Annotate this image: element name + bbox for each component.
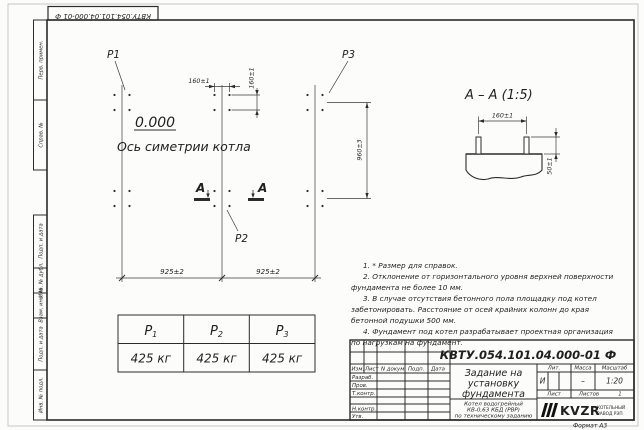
kvzr-logo-text: KVZR: [560, 403, 601, 418]
tb-subtitle-line-3: по техническому заданию: [454, 413, 533, 420]
load-point-label-p1: P1: [107, 49, 121, 61]
note-2: 2. Отклонение от горизонтального уровня верхней поверхности фундамента не более 10 мм.: [351, 271, 614, 292]
tb-lit-header: Лит.: [547, 365, 561, 372]
tb-scale-header: Масштаб: [601, 365, 628, 372]
doc-number-top-text: КВТУ.054.101.04.000-01 Ф: [55, 12, 151, 20]
dim-160-vertical: [232, 88, 261, 118]
tb-col-izm: Изм.: [351, 366, 365, 373]
loads-table-value-p1: 425 кг: [130, 351, 171, 366]
tb-scale-value: 1:20: [606, 376, 623, 386]
load-point-label-p2: P2: [235, 233, 249, 245]
dim-160-vertical-label: 160±1: [248, 67, 256, 89]
kvzr-caption-line-2: ЗАВОД РЭП: [597, 412, 623, 417]
note-3: 3. В случае отсутствия бетонного пола площадку под котел забетонировать. Расстояние от осей крайних колонн до края бетонной подушки 500 мм.: [351, 293, 597, 325]
loads-table-header-p2: Р2: [210, 324, 223, 339]
side-stamp-inv-podl: Инв. № подл.: [38, 377, 45, 413]
section-anchor-bolts: [476, 137, 529, 154]
side-stamp-podp-data-1: Подп. и дата: [38, 223, 45, 259]
side-stamp-inv-dubl: Инв. № дубл.: [38, 262, 45, 298]
format-label: Формат А3: [573, 422, 608, 430]
loads-table-header-p1: Р1: [144, 324, 158, 339]
dim-925-right-label: 925±2: [256, 268, 280, 276]
tb-listov-label: Листов: [578, 391, 600, 398]
kvzr-caption-line-1: КОТЕЛЬНЫЙ: [597, 406, 626, 411]
dim-925-left-label: 925±2: [160, 268, 184, 276]
note-4: 4. Фундамент под котел разрабатывает проектная организация по нагрузкам на фундамент.: [351, 326, 613, 347]
section-dim-50-label: 50±1: [546, 157, 554, 175]
loads-table-value-p2: 425 кг: [196, 351, 237, 366]
load-point-label-p3: P3: [342, 49, 356, 61]
tb-col-ndoc: N докум.: [381, 366, 406, 373]
tb-list-label: Лист: [547, 391, 561, 398]
section-foundation-block: [466, 154, 542, 180]
section-letter-left: А: [196, 181, 206, 195]
tb-col-list: Лист: [365, 366, 379, 373]
dim-960-label: 960±3: [356, 139, 364, 161]
dim-960: [327, 103, 371, 199]
title-block-doc-number: КВТУ.054.101.04.000-01 Ф: [439, 348, 617, 362]
section-view-title: А – А (1:5): [465, 88, 533, 103]
doc-number-top-box: [48, 7, 158, 21]
kvzr-logo-icon: [541, 403, 558, 417]
tb-row-prov: Пров.: [352, 383, 368, 389]
side-stamp-perv-primen: Перв. примен.: [38, 40, 45, 80]
side-stamp-sprav-n: Справ. №: [38, 122, 45, 148]
tb-subtitle-line-2: КВ-0,63 КБД (РВР): [467, 407, 520, 414]
side-stamp-vzam-inv: Взам. инв. №: [38, 287, 45, 323]
tb-mass-header: Масса: [574, 365, 592, 372]
tb-lit-value: И: [539, 376, 546, 386]
elevation-mark: 0.000: [135, 115, 176, 131]
tb-row-tkontr: Т.контр.: [352, 391, 376, 397]
loads-table-value-p3: 425 кг: [261, 351, 303, 366]
sheet-border: [8, 4, 638, 426]
tb-title-line-2: установку: [467, 378, 520, 390]
section-dim-160-label: 160±1: [491, 112, 514, 120]
section-letter-right: А: [258, 181, 268, 195]
tb-listov-value: 1: [618, 391, 622, 398]
tb-row-utv: Утв.: [352, 414, 364, 420]
tb-title-line-1: Задание на: [464, 368, 523, 379]
side-stamp-podp-data-2: Подп. и дата: [38, 326, 45, 362]
loads-table-header-p3: Р3: [275, 324, 289, 339]
tb-row-nkontr: Н.контр.: [352, 406, 377, 413]
tb-mass-value: –: [581, 376, 585, 386]
technical-notes: [351, 261, 624, 349]
dim-160-horizontal-label: 160±1: [188, 78, 210, 85]
tb-row-razrab: Разраб.: [352, 375, 374, 381]
tb-title-line-3: фундамента: [462, 389, 525, 400]
tb-col-podp: Подп.: [408, 366, 425, 373]
symmetry-axis-label: Ось симетрии котла: [117, 139, 251, 154]
note-1: 1. * Размер для справок.: [363, 261, 458, 270]
tb-subtitle-line-1: Котел водогрейный: [464, 401, 523, 408]
tb-col-data: Дата: [431, 366, 445, 373]
